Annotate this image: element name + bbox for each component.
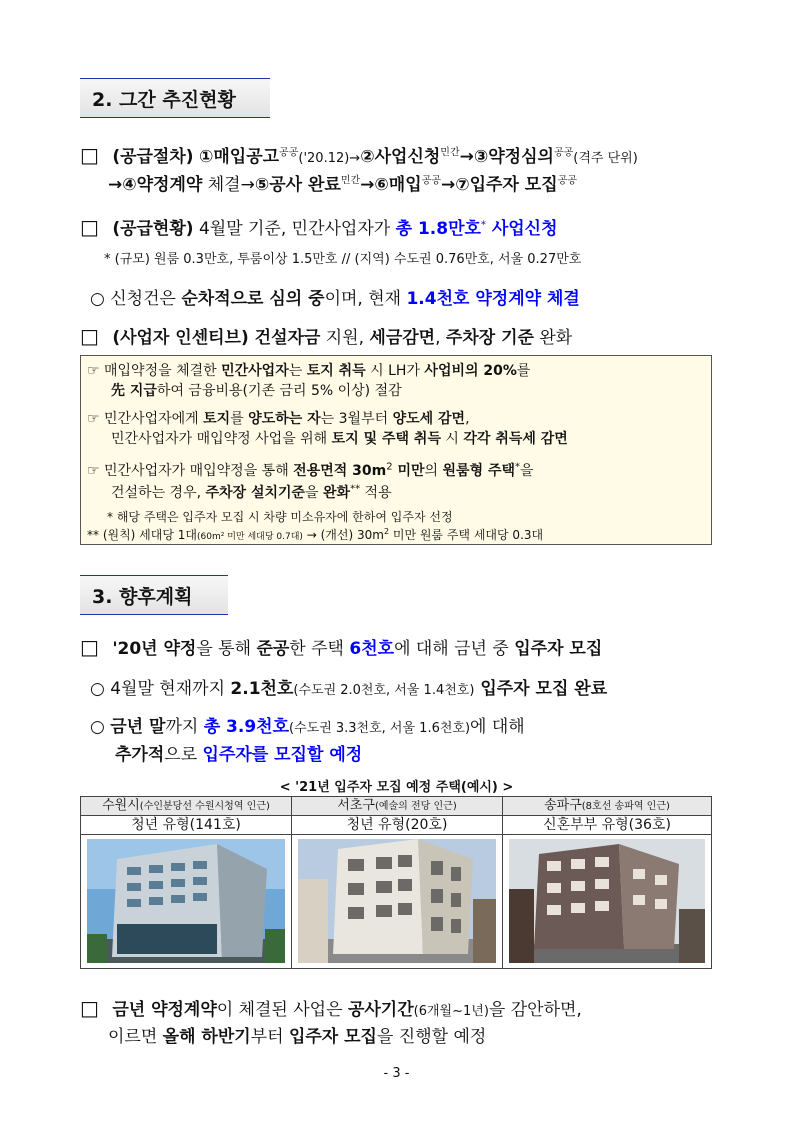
incentive-t3: 완화 (533, 328, 573, 348)
inc-bold: 민간사업자 (221, 363, 289, 379)
inc-text: , (465, 411, 470, 427)
plan-text: 에 대해 (470, 717, 525, 737)
step-7: →⑦입주자 모집 (440, 175, 558, 195)
step-5: ⑤공사 완료 (254, 175, 341, 195)
inc-text: 를 (230, 411, 249, 427)
inc-text: 을 (520, 463, 534, 479)
supply-highlight-2: 사업신청 (485, 219, 558, 239)
table-column-seocho (292, 797, 503, 968)
plan-line-1 (80, 634, 602, 659)
procedure-label: (공급절차) (112, 147, 194, 167)
incentive-b2: 세금감면 (369, 328, 436, 348)
plan-bold: 추가적 (115, 745, 165, 765)
final-bold: 입주자 모집 (288, 1027, 377, 1047)
inc-text: 는 (288, 363, 307, 379)
step-2: ②사업신청 (360, 147, 441, 167)
incentive-note-2 (87, 526, 543, 543)
final-text: 을 감안하면, (488, 1000, 582, 1020)
table-column-songpa (503, 797, 711, 968)
region-name: 송파구 (544, 798, 582, 813)
step-1-date: ('20.12)→ (298, 151, 361, 166)
inc-note-sup: 2 (383, 527, 390, 536)
incentive-item-3-line-2 (111, 482, 392, 502)
final-bold: 공사기간 (347, 1000, 414, 1020)
inc-text: ☞ 매입약정을 체결한 (87, 363, 222, 379)
inc-text: 건설하는 경우, (111, 485, 206, 501)
inc-bold: 원룸형 주택 (442, 463, 516, 479)
plan-line-2 (90, 674, 607, 699)
section-2-title: 2. 그간 추진현황 (92, 88, 236, 111)
step-3: →③약정심의 (459, 147, 554, 167)
plan-bold: 금년 말 (110, 717, 166, 737)
step-3-note: (격주 단위) (573, 151, 638, 166)
procedure-line-2 (108, 170, 577, 195)
final-text: 이 체결된 사업은 (216, 1000, 348, 1020)
inc-bold: 사업비의 20% (424, 363, 517, 379)
inc-text: 시 (440, 431, 464, 447)
region-header (81, 797, 291, 816)
housing-type: 신혼부부 유형(36호) (503, 816, 711, 835)
plan-line-3 (90, 712, 525, 737)
step-5-sup: 민간 (340, 175, 361, 187)
plan-bold: 2.1천호 (230, 679, 294, 699)
inc-bold: 토지 취득 (306, 363, 366, 379)
inc-bold: 전용면적 30m (293, 463, 387, 479)
inc-bold: 토지 (203, 411, 231, 427)
checkbox-icon: □ (80, 324, 99, 348)
inc-sup: * (515, 461, 521, 473)
inc-text: 을 (305, 485, 324, 501)
step-6: →⑥매입 (360, 175, 422, 195)
building-photo-songpa (509, 839, 705, 963)
step-3-sup: 공공 (553, 147, 574, 159)
inc-note-small: (60m² 미만 세대당 0.7대) (197, 532, 303, 542)
incentive-item-1-line-1 (87, 360, 530, 380)
incentive-item-1-line-2 (111, 380, 402, 400)
plan-text: 을 통해 (196, 639, 257, 659)
step-6-sup: 공공 (421, 175, 441, 187)
inc-text: 시 LH가 (365, 363, 425, 379)
step-2-sup: 민간 (440, 147, 460, 159)
plan-bold: '20년 약정 (112, 639, 197, 659)
inc-text: 하여 금융비용(기존 금리 5% 이상) 절감 (156, 383, 402, 399)
incentive-t2: , (435, 328, 446, 348)
table-column-suwon (81, 797, 292, 968)
final-text: 을 진행할 예정 (376, 1027, 487, 1047)
step-4-text: 체결→ (202, 175, 255, 195)
final-small: (6개월~1년) (413, 1004, 489, 1019)
housing-type: 청년 유형(20호) (292, 816, 502, 835)
plan-bold: 입주자 모집 (514, 639, 603, 659)
inc-text: 적용 (360, 485, 392, 501)
inc-note-text: ** (원칙) 세대당 1대 (87, 528, 197, 542)
region-note: (예술의 전당 인근) (374, 801, 457, 812)
incentive-note-1 (107, 508, 453, 525)
incentive-item-3-line-1 (87, 460, 534, 480)
incentive-label: (사업자 인센티브) (112, 328, 249, 348)
inc-bold: 미만 (392, 463, 425, 479)
plan-text: 으로 (164, 745, 203, 765)
incentive-b1: 건설자금 (248, 328, 321, 348)
supply-highlight: 총 1.8만호 (395, 219, 481, 239)
supply-label: (공급현황) (112, 219, 194, 239)
final-bold: 올해 하반기 (162, 1027, 251, 1047)
final-line-2 (108, 1022, 486, 1047)
page-number (0, 1066, 793, 1081)
section-2-header (80, 78, 270, 118)
section-3-header (80, 575, 228, 615)
checkbox-icon: □ (80, 143, 99, 167)
region-note: (수인분당선 수원시청역 인근) (139, 801, 270, 812)
incentive-line (80, 323, 572, 348)
plan-text: 에 대해 금년 중 (394, 639, 515, 659)
plan-highlight: 6천호 (349, 639, 395, 659)
checkbox-icon: □ (80, 215, 99, 239)
inc-bold: 양도세 감면 (392, 411, 466, 427)
inc-text: ☞ 민간사업자가 매입약정을 통해 (87, 463, 294, 479)
inc-text: 는 3월부터 (320, 411, 393, 427)
final-text: 이르면 (108, 1027, 163, 1047)
review-text-2: 이며, 현재 (324, 289, 407, 309)
plan-text: ○ 4월말 현재까지 (90, 679, 231, 699)
supply-star: * (480, 219, 486, 231)
plan-text: 까지 (165, 717, 204, 737)
plan-line-4 (115, 740, 362, 765)
inc-bold: 先 지급 (111, 383, 157, 399)
table-title-text: < '21년 입주자 모집 예정 주택(예시) > (279, 780, 514, 795)
inc-note-text: 미만 원룸 주택 세대당 0.3대 (389, 528, 544, 542)
inc-bold: 완화 (323, 485, 351, 501)
region-header (292, 797, 502, 816)
inc-sup: 2 (386, 461, 393, 473)
step-4: →④약정계약 (108, 175, 203, 195)
plan-highlight: 총 3.9천호 (203, 717, 289, 737)
incentive-item-2-line-1 (87, 408, 470, 428)
housing-example-table (80, 796, 712, 969)
incentive-t1: 지원, (320, 328, 370, 348)
step-7-sup: 공공 (557, 175, 577, 187)
region-note: (8호선 송파역 인근) (581, 801, 670, 812)
inc-text: 의 (424, 463, 443, 479)
incentive-box (80, 355, 712, 545)
step-1-sup: 공공 (279, 147, 299, 159)
building-photo-seocho (298, 839, 496, 963)
inc-bold: 토지 및 주택 취득 (331, 431, 441, 447)
review-line (90, 284, 580, 309)
plan-bold: 입주자 모집 완료 (474, 679, 608, 699)
checkbox-icon: □ (80, 996, 99, 1020)
review-highlight: 1.4천호 약정계약 체결 (406, 289, 580, 309)
building-photo-suwon (87, 839, 285, 963)
supply-note (104, 248, 581, 267)
building-illustration (298, 839, 496, 963)
inc-text: ☞ 민간사업자에게 (87, 411, 204, 427)
inc-note-text: * 해당 주택은 입주자 모집 시 차량 미소유자에 한하여 입주자 선정 (107, 510, 453, 524)
final-bold: 금년 약정계약 (112, 1000, 217, 1020)
final-text: 부터 (250, 1027, 289, 1047)
building-illustration (87, 839, 285, 963)
final-line-1 (80, 995, 582, 1020)
incentive-item-2-line-2 (111, 428, 568, 448)
building-illustration (509, 839, 705, 963)
table-title (0, 776, 793, 795)
inc-text: 민간사업자가 매입약정 사업을 위해 (111, 431, 332, 447)
checkbox-icon: □ (80, 635, 99, 659)
plan-text: 한 주택 (289, 639, 350, 659)
section-3-title: 3. 향후계획 (92, 585, 193, 608)
supply-note-text: * (규모) 원룸 0.3만호, 투룸이상 1.5만호 // (지역) 수도권 0.76만호, 서울 0.27만호 (104, 252, 582, 267)
plan-bold: 준공 (256, 639, 290, 659)
inc-text: 를 (516, 363, 531, 379)
supply-line (80, 214, 558, 239)
supply-text: 4월말 기준, 민간사업자가 (193, 219, 396, 239)
region-name: 수원시 (102, 798, 140, 813)
inc-bold: 주차장 설치기준 (205, 485, 306, 501)
region-name: 서초구 (337, 798, 375, 813)
review-text-1: ○ 신청건은 (90, 289, 182, 309)
inc-sup: ** (350, 483, 361, 495)
plan-highlight: 입주자를 모집할 예정 (202, 745, 363, 765)
step-1: ①매입공고 (198, 147, 280, 167)
page-number-text: - 3 - (383, 1066, 410, 1081)
inc-bold: 각각 취득세 감면 (463, 431, 568, 447)
region-header (503, 797, 711, 816)
housing-type: 청년 유형(141호) (81, 816, 291, 835)
review-bold: 순차적으로 심의 중 (181, 289, 325, 309)
plan-small: (수도권 2.0천호, 서울 1.4천호) (293, 683, 475, 698)
incentive-b3: 주차장 기준 (445, 328, 534, 348)
inc-note-text: → (개선) 30m (302, 528, 384, 542)
procedure-line-1 (80, 142, 638, 167)
plan-small: (수도권 3.3천호, 서울 1.6천호) (289, 721, 471, 736)
inc-bold: 양도하는 자 (248, 411, 321, 427)
plan-text: ○ (90, 717, 111, 737)
